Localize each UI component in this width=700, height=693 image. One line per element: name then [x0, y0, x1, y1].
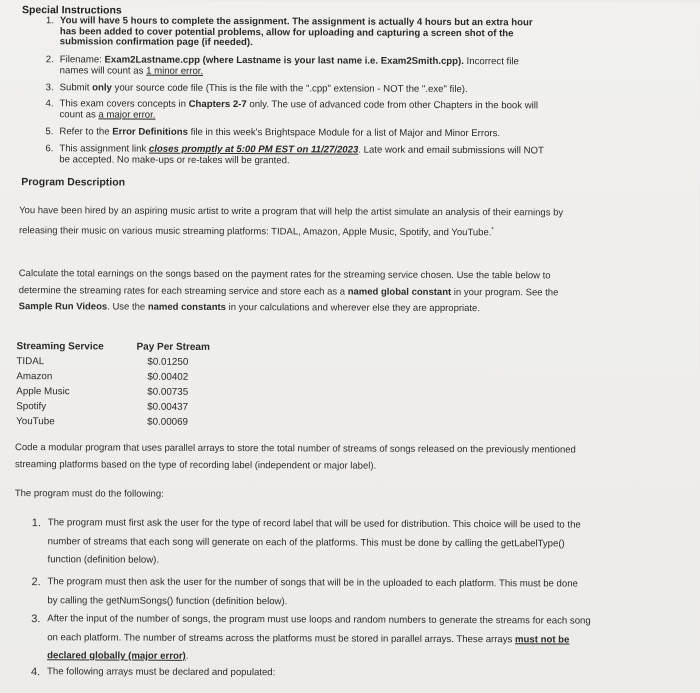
step-number: 2. — [31, 576, 41, 589]
footnote-mark: * — [491, 226, 494, 233]
table-header-service: Streaming Service — [16, 341, 104, 353]
instruction-number: 5. — [45, 126, 54, 138]
minor-error-note: 1 minor error. — [146, 65, 204, 77]
instruction-text: only. The use of advanced code from other Chapters in the book will — [246, 99, 539, 112]
instruction-item-4 — [45, 98, 539, 122]
instruction-item-6 — [45, 143, 544, 167]
step-3 — [31, 610, 592, 668]
table-cell-service: Spotify — [16, 401, 47, 413]
instruction-line: be accepted. No make-ups or re-takes will be granted. — [59, 153, 290, 166]
instruction-number: 1. — [45, 15, 54, 27]
table-cell-service: Apple Music — [16, 386, 70, 398]
named-global-constant-term: named global constant — [347, 286, 452, 298]
error-definitions-ref: Error Definitions — [112, 126, 188, 138]
instruction-text: Filename: — [59, 54, 105, 66]
step-2 — [31, 573, 587, 612]
instruction-item-2 — [45, 54, 519, 78]
table-cell-rate: $0.00069 — [147, 416, 189, 428]
arrays-not-global-rule: must not be declared globally (major error) — [47, 633, 570, 662]
instruction-line: submission confirmation page (if needed). — [59, 36, 253, 49]
program-description-title: Program Description — [21, 176, 126, 189]
table-cell-rate: $0.00402 — [147, 371, 189, 383]
instruction-number: 2. — [45, 54, 54, 66]
step-text: The program must first ask the user for the type of record label that will be used for distribution. This choice will be used to the number of streams that each song will generate on each of the platforms. This must be done by calling the getLabelType() function (definition below). — [47, 517, 581, 566]
paragraph-text: . Use the — [107, 301, 148, 313]
step-number: 4. — [31, 666, 41, 679]
instruction-number: 6. — [45, 143, 54, 155]
paragraph-text: in your program. See the — [451, 286, 559, 298]
instruction-number: 3. — [45, 82, 54, 94]
instruction-emphasis: only — [92, 82, 112, 94]
instruction-number: 4. — [45, 98, 54, 110]
instruction-line: You will have 5 hours to complete the assignment. The assignment is actually 4 hours but an extra hour — [59, 15, 533, 29]
instruction-item-5 — [45, 126, 501, 140]
step-text: After the input of the number of songs, the program must use loops and random numbers to generate the streams for each song on each platform. The number of streams across the platforms must be stored in parallel arrays. These arrays — [47, 613, 591, 645]
step-text: The following arrays must be declared and populated: — [47, 666, 276, 679]
instruction-text: This exam covers concepts in — [59, 98, 189, 110]
table-cell-service: Amazon — [16, 371, 53, 383]
sample-run-videos-term: Sample Run Videos — [18, 301, 108, 313]
code-paragraph: Code a modular program that uses parallel arrays to store the total number of streams of songs released on the previously mentioned streaming platforms based on the type of recording label (independent or major label). — [14, 442, 576, 472]
paragraph-text: Calculate the total earnings on the songs based on the payment rates for the streaming service chosen. Use the table below to determine the streaming rates for each streaming service and store each as a — [18, 268, 551, 298]
instruction-text: . Late work and email submissions will NOT — [358, 144, 544, 157]
chapters-range: Chapters 2-7 — [188, 98, 247, 111]
table-cell-rate: $0.00735 — [147, 386, 189, 398]
table-cell-rate: $0.01250 — [147, 356, 189, 368]
instruction-line: has been added to cover potential problems, allow for uploading and capturing a screen shot of the — [59, 25, 514, 39]
instruction-text: This assignment link — [59, 143, 149, 155]
instruction-text: names will count as — [59, 64, 147, 77]
description-paragraph-2 — [19, 266, 577, 318]
instruction-text: Submit — [59, 82, 93, 94]
step-text: . — [185, 650, 189, 662]
must-do-heading: The program must do the following: — [14, 488, 164, 500]
step-1 — [31, 514, 593, 572]
step-number: 3. — [31, 613, 41, 626]
instruction-text: count as — [59, 108, 99, 120]
description-paragraph-1 — [19, 203, 574, 242]
instruction-text: your source code file (This is the file with the ".cpp" extension - NOT the ".exe" file). — [111, 82, 468, 96]
step-text: The program must then ask the user for the number of songs that will be in the uploaded to each platform. This must be done by calling the getNumSongs() function (definition below). — [47, 576, 578, 607]
named-constants-term: named constants — [147, 301, 227, 313]
instruction-text: Refer to the — [59, 126, 113, 138]
table-cell-rate: $0.00437 — [147, 401, 189, 413]
table-cell-service: YouTube — [16, 416, 55, 428]
table-cell-service: TIDAL — [16, 356, 45, 368]
special-instructions-title: Special Instructions — [21, 4, 122, 17]
instruction-item-1 — [45, 15, 533, 50]
step-number: 1. — [31, 517, 41, 530]
instruction-item-3 — [45, 82, 468, 96]
filename-rule: Exam2Lastname.cpp (where Lastname is your last name i.e. Exam2Smith.cpp). — [104, 54, 464, 68]
paragraph-text: You have been hired by an aspiring music artist to write a program that will help the artist simulate an analysis of their earnings by releasing their music on various music streaming platforms: TIDAL, Amazon, Apple Music, Spotify, and YouTube. — [18, 205, 564, 238]
step-4 — [31, 663, 592, 684]
paragraph-text: in your calculations and wherever else they are appropriate. — [225, 301, 481, 315]
major-error-note: a major error. — [98, 108, 156, 121]
table-header-pay: Pay Per Stream — [136, 341, 210, 353]
instruction-text: Incorrect file — [463, 56, 519, 68]
deadline: closes promptly at 5:00 PM EST on 11/27/2023 — [148, 143, 359, 156]
instruction-text: file in this week's Brightspace Module for a list of Major and Minor Errors. — [187, 126, 501, 140]
